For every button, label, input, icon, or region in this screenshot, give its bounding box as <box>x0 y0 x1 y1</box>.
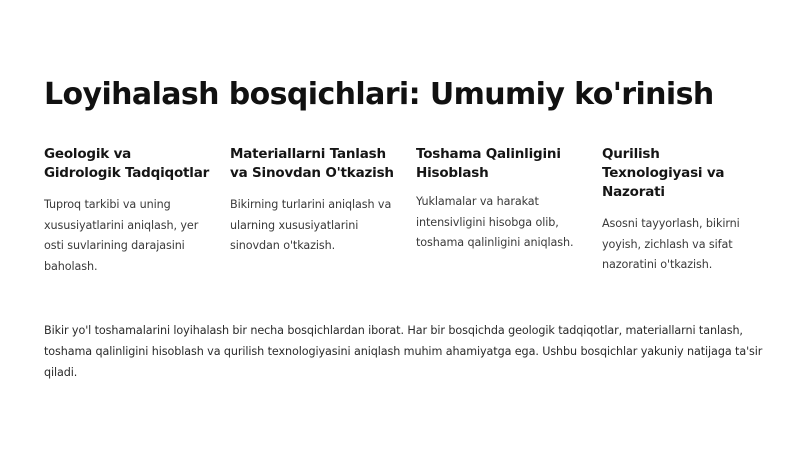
step-thickness-calculation <box>416 145 576 254</box>
step-description: Bikirning turlarini aniqlash va ularning xususiyatlarini sinovdan o'tkazish. <box>230 198 392 252</box>
step-description: Yuklamalar va harakat intensivligini hisobga olib, toshama qalinligini aniqlash. <box>416 195 574 249</box>
step-geological-research <box>44 145 212 277</box>
slide-title: Loyihalash bosqichlari: Umumiy ko'rinish <box>44 77 714 112</box>
step-title: Materiallarni Tanlash va Sinovdan O'tkazish <box>230 146 394 181</box>
step-title: Toshama Qalinligini Hisoblash <box>416 146 561 181</box>
summary-paragraph: Bikir yo'l toshamalarini loyihalash bir necha bosqichlardan iborat. Har bir bosqichda geologik tadqiqotlar, materiallarni tanlash, toshama qalinligini hisoblash va qurilish texnologiyasini aniqlash muhim ahamiyatga ega. Ushbu bosqichlar yakuniy natijaga ta'sir qiladi. <box>44 324 763 379</box>
step-description: Asosni tayyorlash, bikirni yoyish, zichlash va sifat nazoratini o'tkazish. <box>602 217 740 271</box>
step-description: Tuproq tarkibi va uning xususiyatlarini aniqlash, yer osti suvlarining darajasini baholash. <box>44 198 199 273</box>
step-title: Qurilish Texnologiyasi va Nazorati <box>602 146 725 200</box>
step-title: Geologik va Gidrologik Tadqiqotlar <box>44 146 210 181</box>
step-material-selection <box>230 145 398 257</box>
step-construction-technology <box>602 145 752 276</box>
